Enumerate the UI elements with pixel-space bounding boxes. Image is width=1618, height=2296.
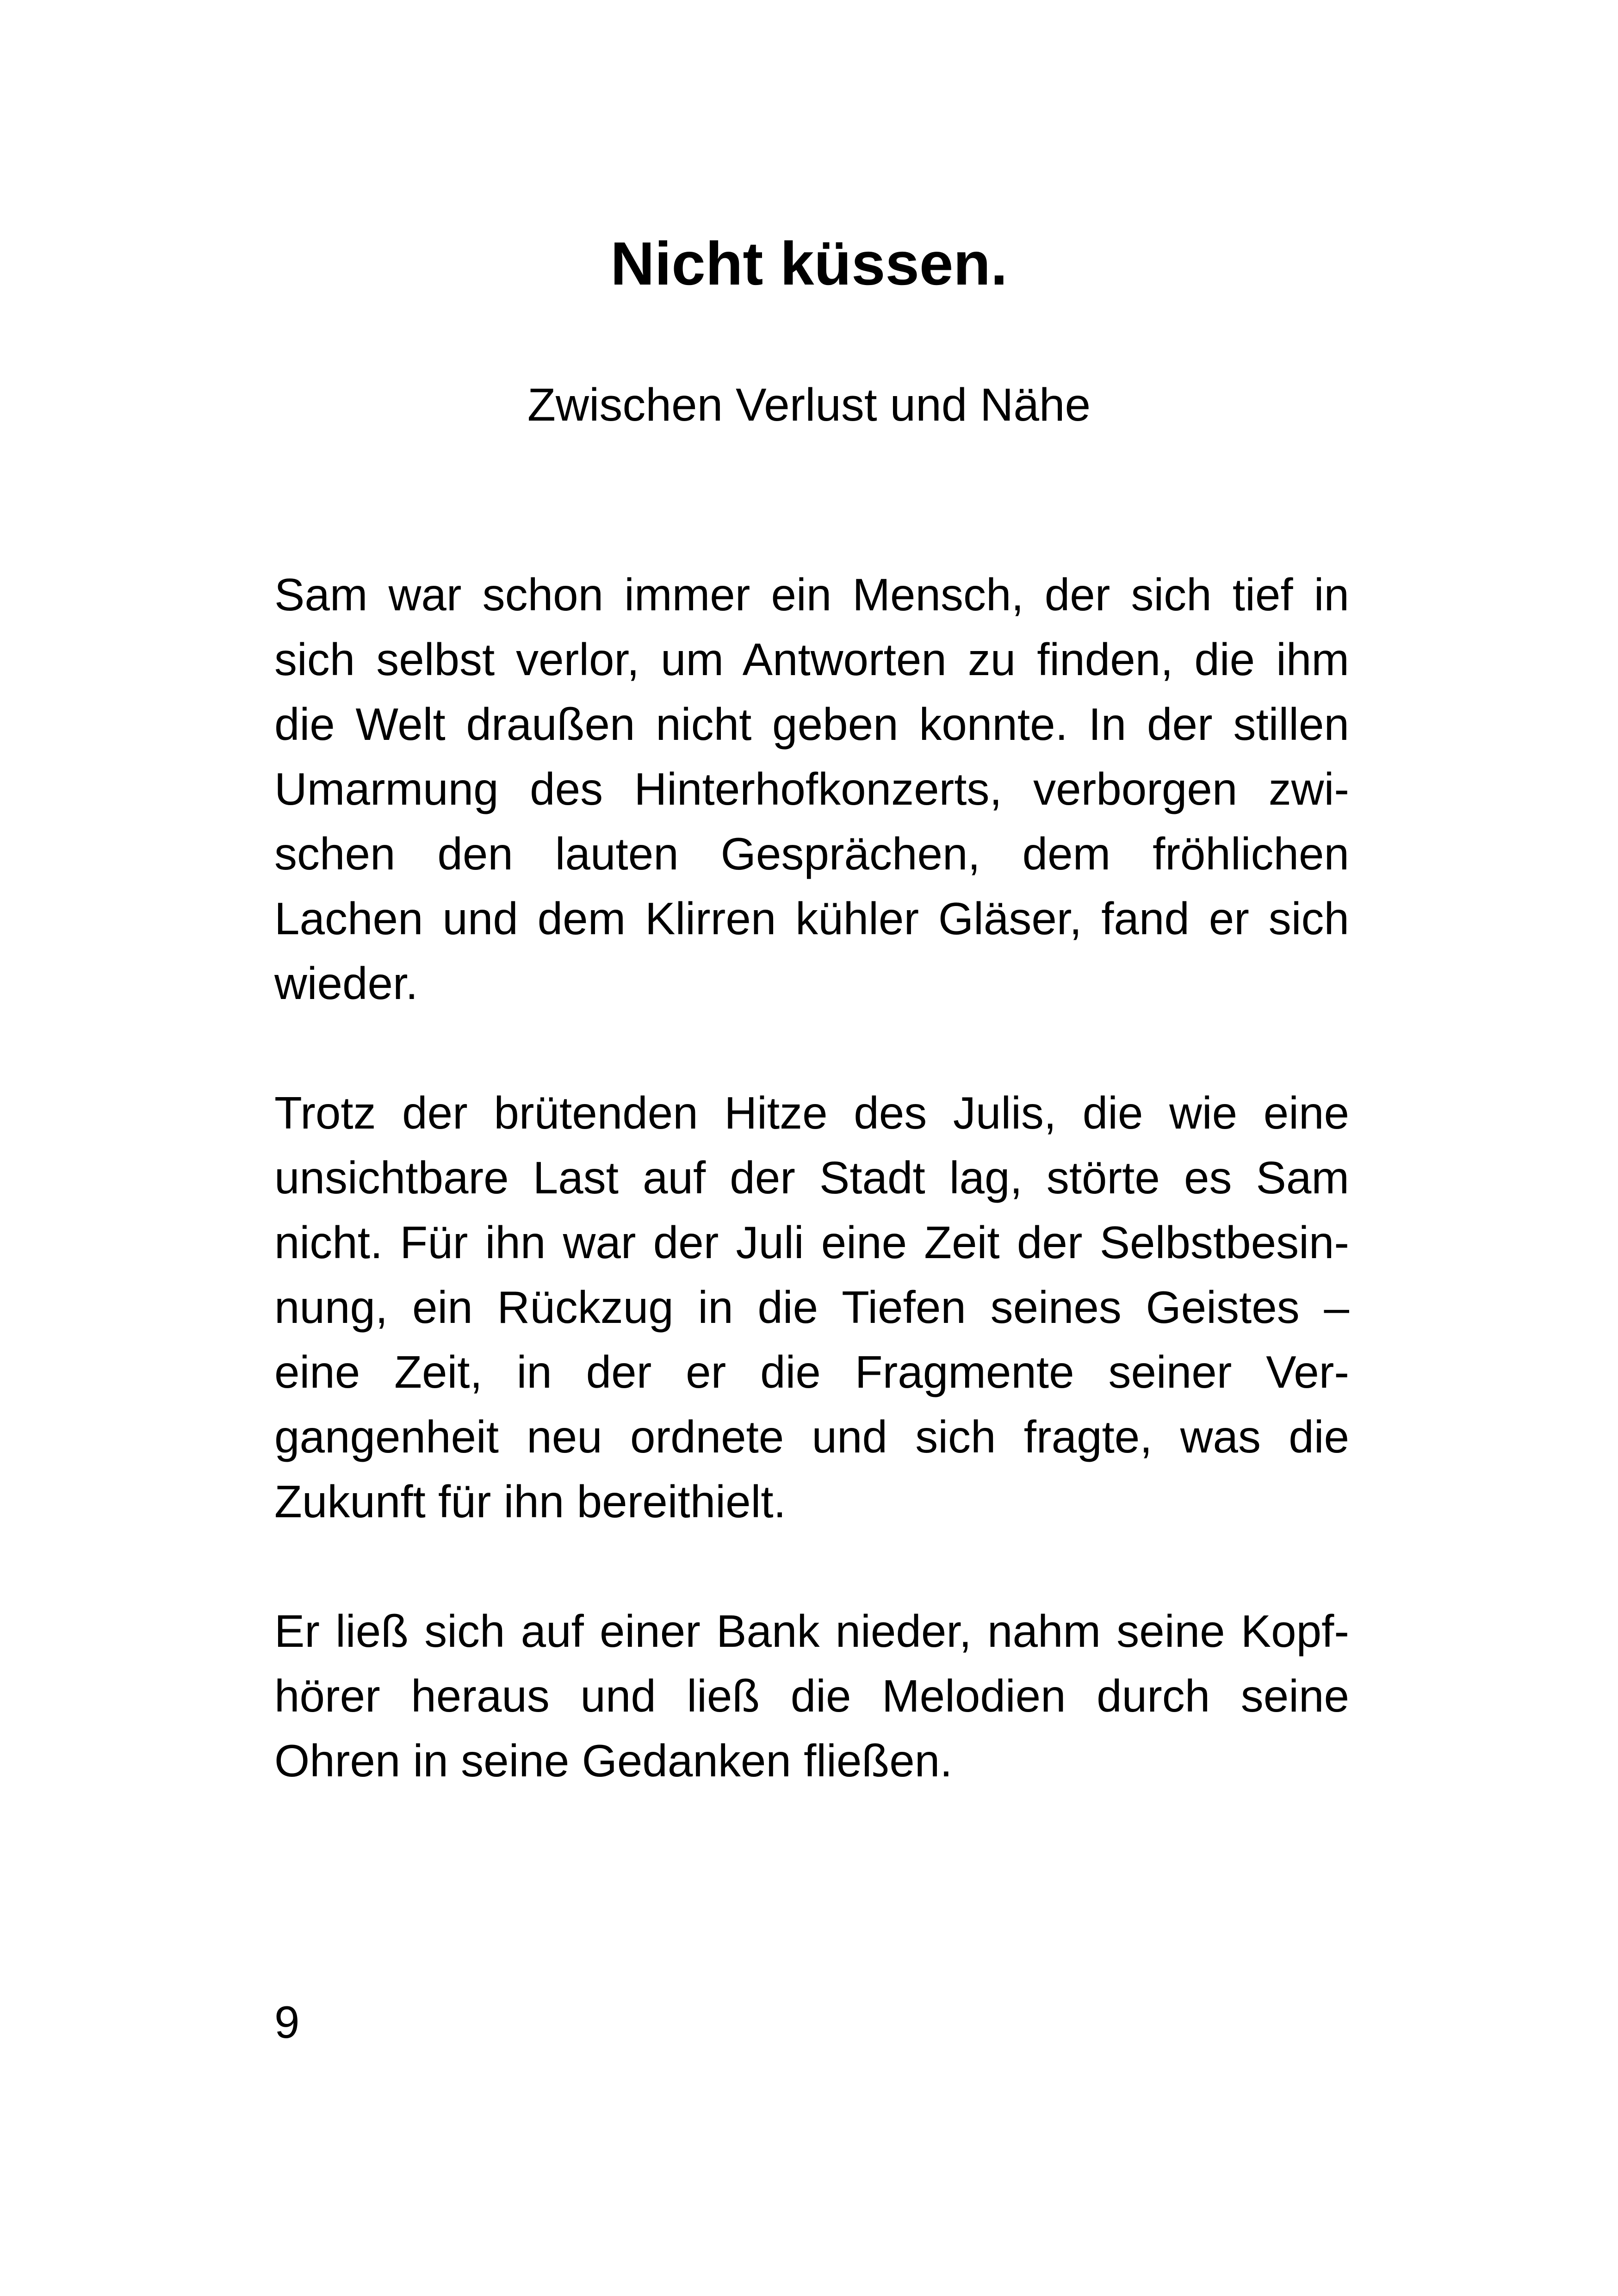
paragraph-1: Sam war schon immer ein Mensch, der sich tief in sich selbst verlor, um Antworten zu finden, die ihm die Welt draußen nicht geben konnte. In der stillen Umarmung des Hinterhofkonzerts, verborgen zwischen den lauten Gesprächen, dem fröhlichen Lachen und dem Klirren kühler Gläser, fand er sich wieder. xyxy=(274,569,1349,1009)
chapter-title: Nicht küssen. xyxy=(610,230,1008,298)
paragraph-2: Trotz der brütenden Hitze des Julis, die wie eine unsichtbare Last auf der Stadt lag, störte es Sam nicht. Für ihn war der Juli eine Zeit der Selbstbesinnung, ein Rückzug in die Tiefen seines Geistes – eine Zeit, in der er die Fragmente seiner Vergangenheit neu ordnete und sich fragte, was die Zukunft für ihn bereithielt. xyxy=(274,1087,1349,1527)
body-text xyxy=(274,562,1349,1858)
page-number: 9 xyxy=(274,1997,300,2048)
paragraph-3: Er ließ sich auf einer Bank nieder, nahm seine Kopfhörer heraus und ließ die Melodien durch seine Ohren in seine Gedanken fließen. xyxy=(274,1606,1349,1786)
chapter-subtitle: Zwischen Verlust und Nähe xyxy=(527,379,1091,431)
